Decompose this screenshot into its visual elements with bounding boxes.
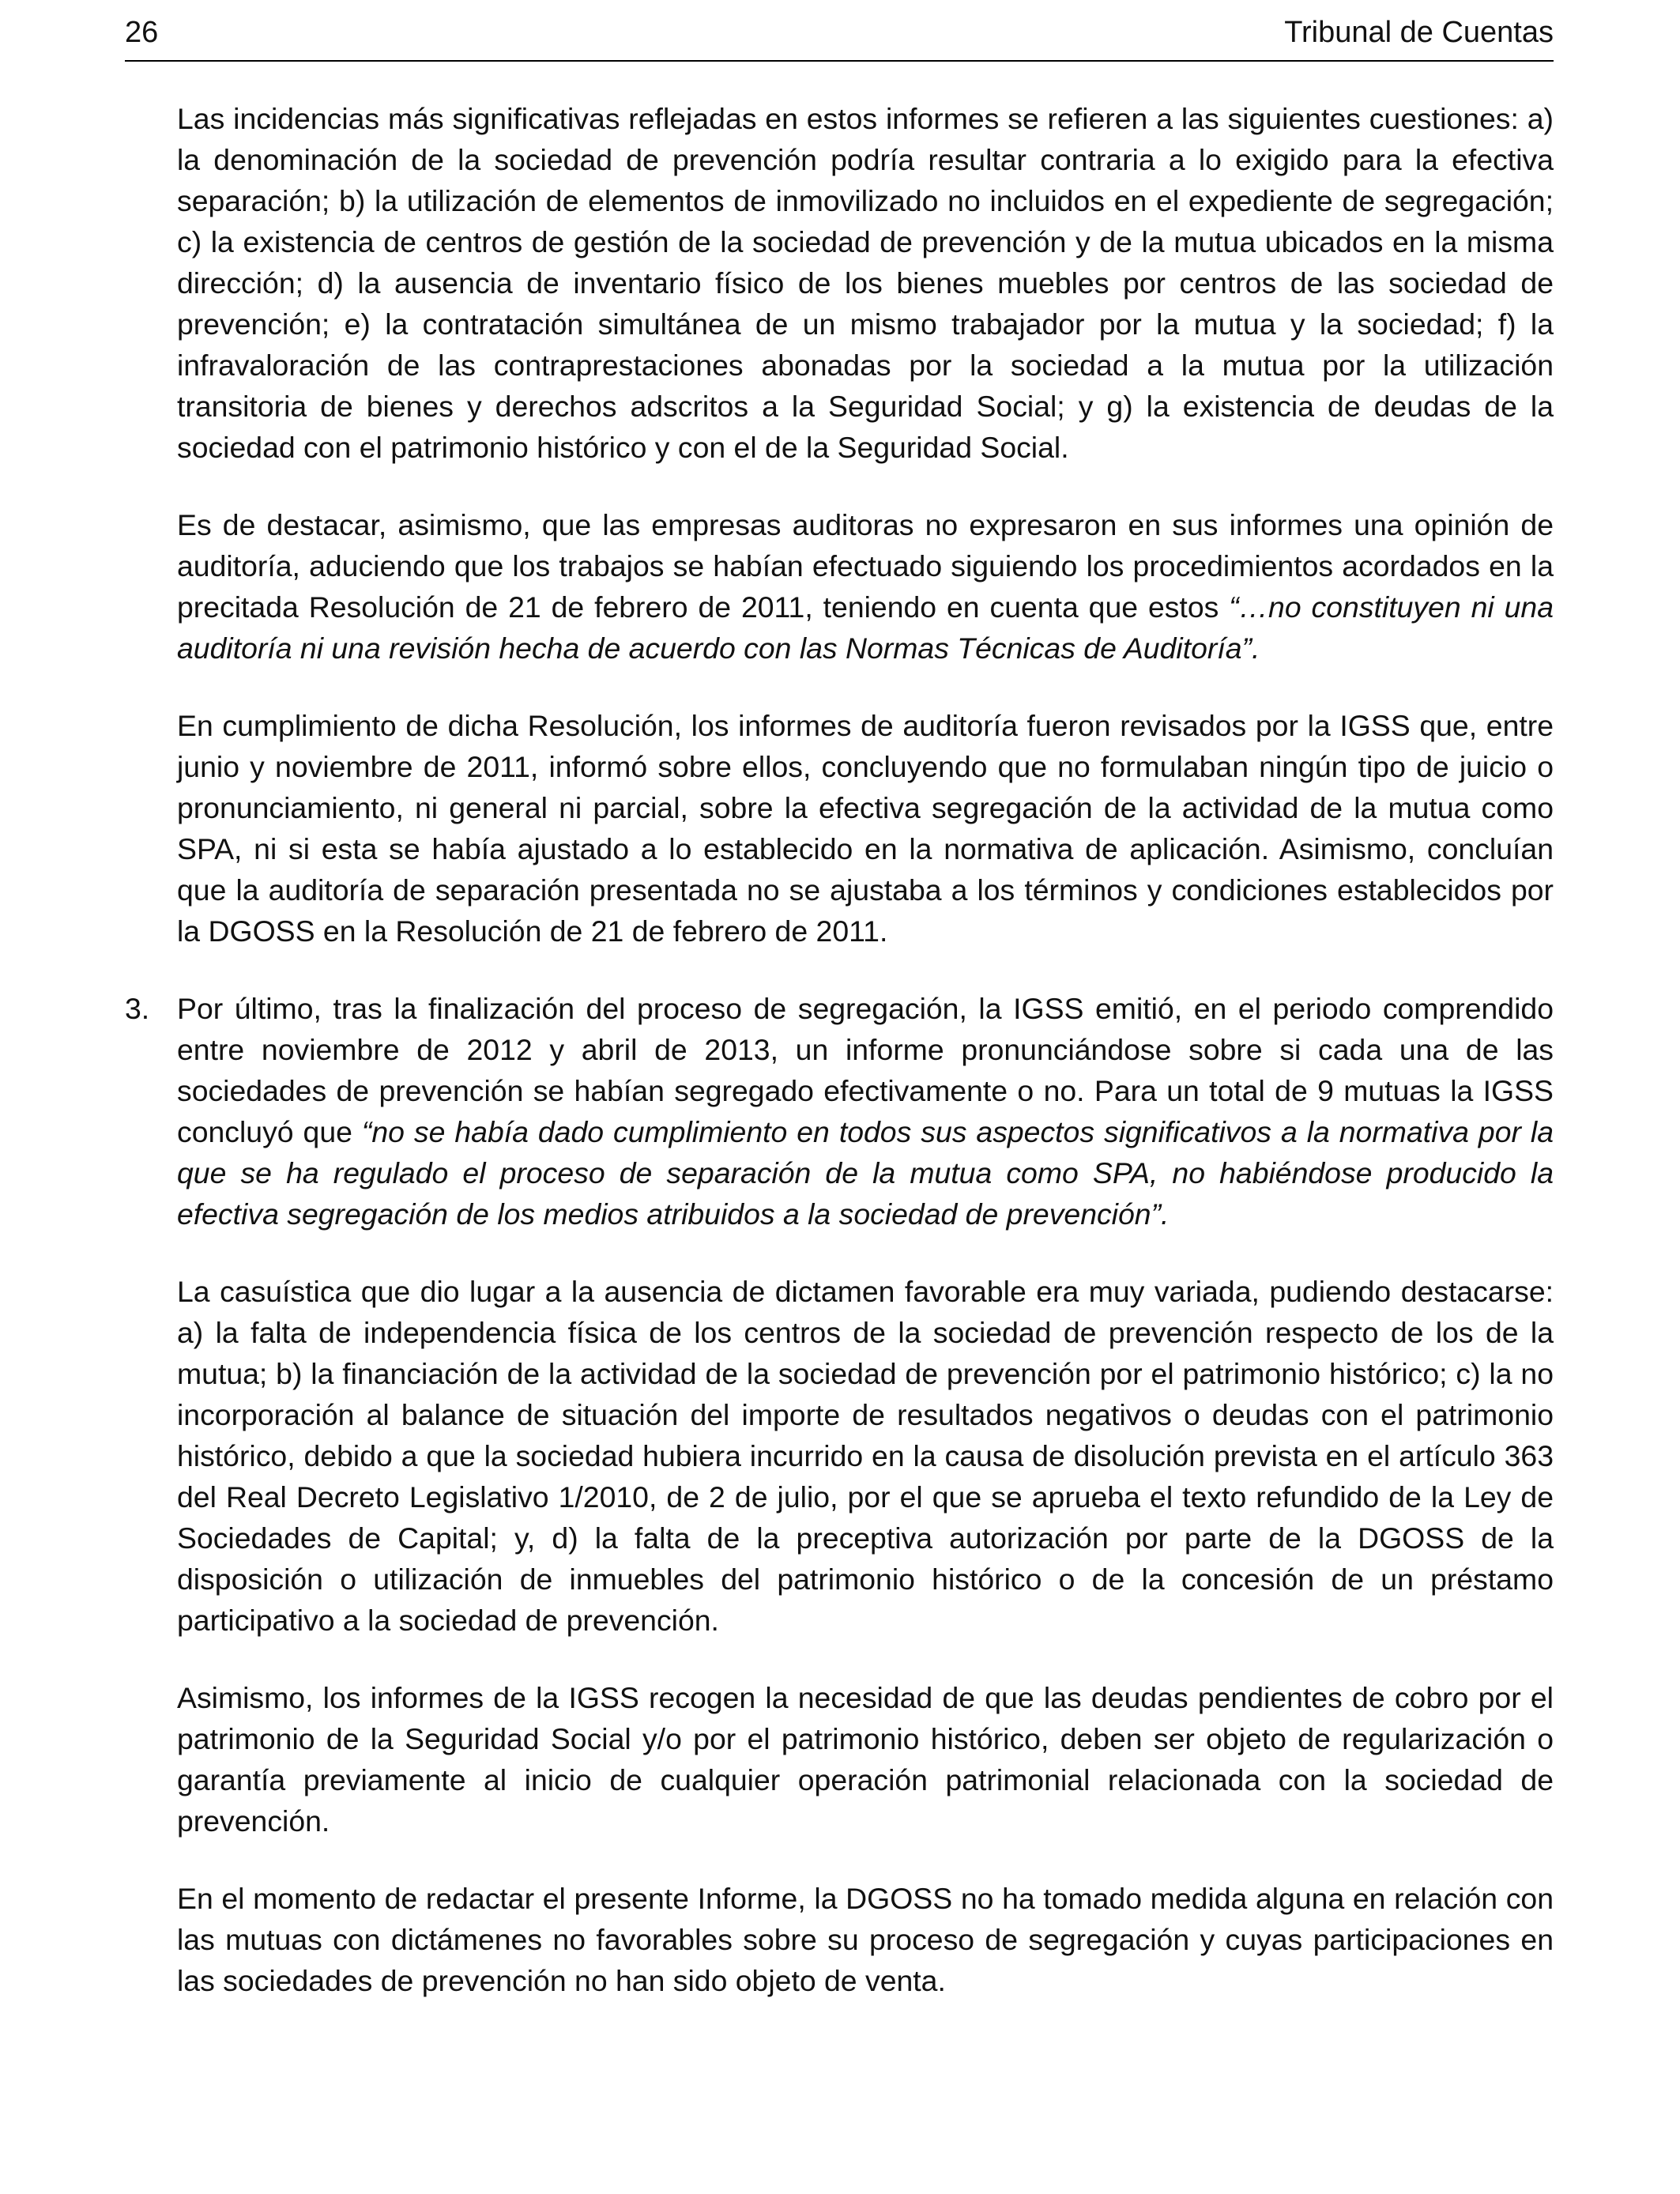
paragraph-casuistica: La casuística que dio lugar a la ausencia de dictamen favorable era muy variada, pudiendo destacarse: a) la falta de independencia física de los centros de la sociedad de prevención respecto de los de la mutua; b) la financiación de la actividad de la sociedad de prevención por el patrimonio histórico; c) la no incorporación al balance de situación del importe de resultados negativos o deudas con el patrimonio histórico, debido a que la sociedad hubiera incurrido en la causa de disolución prevista en el artículo 363 del Real Decreto Legislativo 1/2010, de 2 de julio, por el que se aprueba el texto refundido de la Ley de Sociedades de Capital; y, d) la falta de la preceptiva autorización por parte de la DGOSS de la disposición o utilización de inmuebles del patrimonio histórico o de la concesión de un préstamo participativo a la sociedad de prevención.	[177, 1275, 1554, 1637]
page-number: 26	[125, 16, 159, 49]
italic-quote: “…no constituyen ni una auditoría ni una revisión hecha de acuerdo con las Normas Técnicas de Auditoría”.	[177, 590, 1554, 665]
paragraph-momento-redactar: En el momento de redactar el presente Informe, la DGOSS no ha tomado medida alguna en relación con las mutuas con dictámenes no favorables sobre su proceso de segregación y cuyas participaciones en las sociedades de prevención no han sido objeto de venta.	[177, 1882, 1554, 1997]
paragraph-incidencias: Las incidencias más significativas reflejadas en estos informes se refieren a las siguientes cuestiones: a) la denominación de la sociedad de prevención podría resultar contraria a lo exigido para la efectiva separación; b) la utilización de elementos de inmovilizado no incluidos en el expediente de segregación; c) la existencia de centros de gestión de la sociedad de prevención y de la mutua ubicados en la misma dirección; d) la ausencia de inventario físico de los bienes muebles por centros de las sociedad de prevención; e) la contratación simultánea de un mismo trabajador por la mutua y la sociedad; f) la infravaloración de las contraprestaciones abonadas por la sociedad a la mutua por la utilización transitoria de bienes y derechos adscritos a la Seguridad Social; y g) la existencia de deudas de la sociedad con el patrimonio histórico y con el de la Seguridad Social.	[177, 102, 1554, 464]
paragraph-ultimo	[177, 988, 1554, 1235]
italic-quote: “no se había dado cumplimiento en todos sus aspectos significativos a la normativa por la que se ha regulado el proceso de separación de la mutua como SPA, no habiéndose producido la efectiva segregación de los medios atribuidos a la sociedad de prevención”.	[177, 1115, 1554, 1231]
paragraph-text: Por último, tras la finalización del proceso de segregación, la IGSS emitió, en el periodo comprendido entre noviembre de 2012 y abril de 2013, un informe pronunciándose sobre si cada una de las sociedades de prevención se habían segregado efectivamente o no. Para un total de 9 mutuas la IGSS concluyó que	[177, 992, 1554, 1148]
paragraph-cumplimiento-resolucion: En cumplimiento de dicha Resolución, los informes de auditoría fueron revisados por la IGSS que, entre junio y noviembre de 2011, informó sobre ellos, concluyendo que no formulaban ningún tipo de juicio o pronunciamiento, ni general ni parcial, sobre la efectiva segregación de la actividad de la mutua como SPA, ni si esta se había ajustado a lo establecido en la normativa de aplicación. Asimismo, concluían que la auditoría de separación presentada no se ajustaba a los términos y condiciones establecidos por la DGOSS en la Resolución de 21 de febrero de 2011.	[177, 709, 1554, 948]
page-header	[125, 11, 1554, 62]
header-title: Tribunal de Cuentas	[1284, 16, 1554, 49]
paragraph-opinion-auditoria	[177, 504, 1554, 669]
list-item-3	[125, 988, 1554, 1235]
paragraph-deudas-pendientes: Asimismo, los informes de la IGSS recogen la necesidad de que las deudas pendientes de cobro por el patrimonio de la Seguridad Social y/o por el patrimonio histórico, deben ser objeto de regularización o garantía previamente al inicio de cualquier operación patrimonial relacionada con la sociedad de prevención.	[177, 1681, 1554, 1838]
document-body	[125, 98, 1554, 2038]
paragraph-text: Es de destacar, asimismo, que las empresas auditoras no expresaron en sus informes una opinión de auditoría, aduciendo que los trabajos se habían efectuado siguiendo los procedimientos acordados en la precitada Resolución de 21 de febrero de 2011, teniendo en cuenta que estos	[177, 508, 1554, 624]
list-number: 3.	[125, 992, 150, 1025]
